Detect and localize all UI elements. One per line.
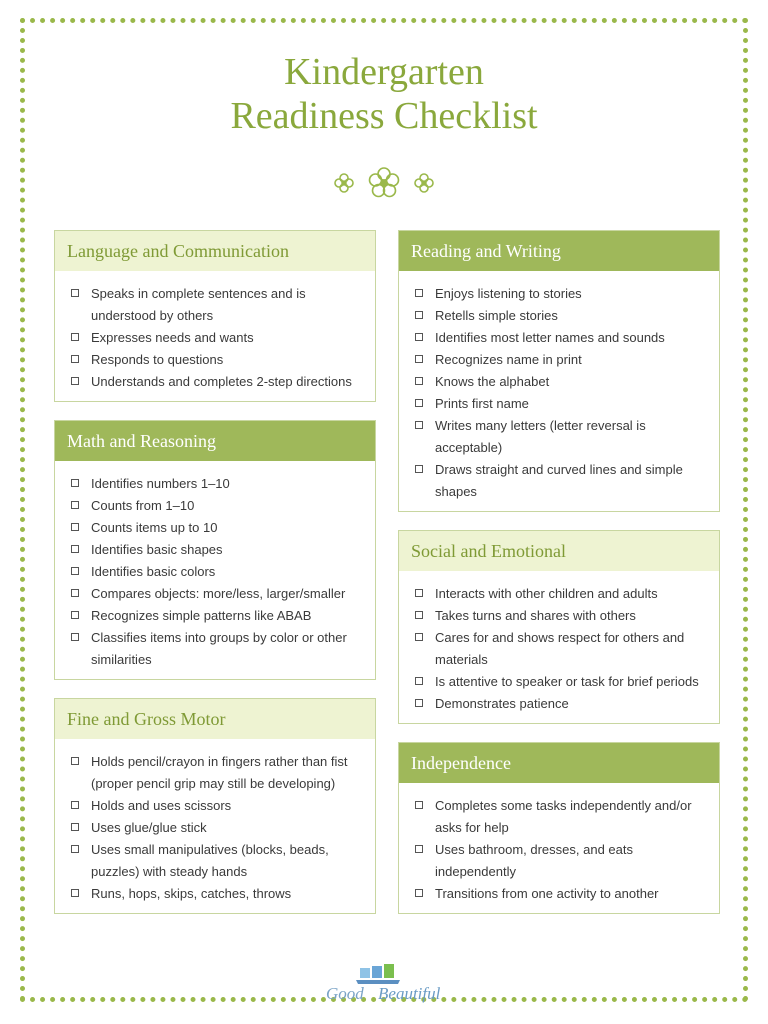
left-column [54,230,376,930]
checkbox-icon[interactable] [71,355,79,363]
checklist-item-label: Compares objects: more/less, larger/smaller [91,586,346,601]
checklist-item [413,795,709,839]
checklist-item-label: Knows the alphabet [435,374,550,389]
checkbox-icon[interactable] [415,465,423,473]
section-independence [398,742,720,914]
checklist-item [413,415,709,459]
checklist-item-label: Identifies basic shapes [91,542,223,557]
checklist [399,571,719,723]
checklist-item [69,795,365,817]
checklist [55,461,375,679]
checklist-item-label: Identifies numbers 1–10 [91,476,230,491]
checkbox-icon[interactable] [415,311,423,319]
section-reading-writing [398,230,720,512]
checklist-item [69,517,365,539]
section-math-reasoning [54,420,376,680]
checklist [399,271,719,511]
checkbox-icon[interactable] [415,289,423,297]
checklist-item [69,817,365,839]
checkbox-icon[interactable] [415,889,423,897]
section-social-emotional [398,530,720,724]
section-fine-gross-motor [54,698,376,914]
checklist-item [413,327,709,349]
checklist-item [413,349,709,371]
checklist-item [69,883,365,905]
checklist-item [413,393,709,415]
checklist-item-label: Writes many letters (letter reversal is acceptable) [435,418,646,455]
checklist-item [413,459,709,503]
checkbox-icon[interactable] [71,633,79,641]
checkbox-icon[interactable] [71,523,79,531]
checklist-item-label: Demonstrates patience [435,696,569,711]
checkbox-icon[interactable] [415,845,423,853]
checklist-item-label: Interacts with other children and adults [435,586,658,601]
checklist [55,739,375,913]
checklist-item-label: Cares for and shows respect for others and materials [435,630,685,667]
checklist-item-label: Responds to questions [91,352,224,367]
checkbox-icon[interactable] [71,567,79,575]
checkbox-icon[interactable] [71,823,79,831]
checklist-item [413,883,709,905]
checklist-item-label: Enjoys listening to stories [435,286,582,301]
checklist-item-label: Counts items up to 10 [91,520,218,535]
checkbox-icon[interactable] [71,845,79,853]
checkbox-icon[interactable] [415,399,423,407]
checkbox-icon[interactable] [415,355,423,363]
checkbox-icon[interactable] [71,757,79,765]
checklist-item [69,751,365,795]
checklist-item-label: Identifies most letter names and sounds [435,330,665,345]
checkbox-icon[interactable] [415,611,423,619]
section-language-communication [54,230,376,402]
checklist-item-label: Classifies items into groups by color or other similarities [91,630,347,667]
checklist-item [413,283,709,305]
right-column [398,230,720,930]
checklist-item [413,305,709,327]
checklist-item [69,583,365,605]
checklist-item-label: Counts from 1–10 [91,498,195,513]
section-heading: Math and Reasoning [55,421,375,461]
checklist-item-label: Expresses needs and wants [91,330,254,345]
checklist-item-label: Retells simple stories [435,308,558,323]
checkbox-icon[interactable] [71,545,79,553]
logo-beautiful: Beautiful [378,984,441,1003]
checklist-item-label: Is attentive to speaker or task for brief periods [435,674,699,689]
checkbox-icon[interactable] [415,589,423,597]
checkbox-icon[interactable] [71,611,79,619]
page-title [0,50,768,138]
checklist-item-label: Understands and completes 2-step directions [91,374,352,389]
section-heading: Independence [399,743,719,783]
checklist-item-label: Uses bathroom, dresses, and eats independently [435,842,633,879]
checklist-item-label: Uses small manipulatives (blocks, beads, puzzles) with steady hands [91,842,329,879]
checklist [55,271,375,401]
section-heading: Fine and Gross Motor [55,699,375,739]
checkbox-icon[interactable] [415,677,423,685]
checklist-item-label: Holds and uses scissors [91,798,232,813]
checklist-item [69,327,365,349]
logo-wordmark [326,984,440,1004]
checklist-item [413,693,709,715]
checklist-item [69,349,365,371]
checklist-item-label: Recognizes name in print [435,352,582,367]
checklist-item-label: Uses glue/glue stick [91,820,207,835]
checklist-item-label: Runs, hops, skips, catches, throws [91,886,292,901]
checkbox-icon[interactable] [71,801,79,809]
checklist-item-label: Holds pencil/crayon in fingers rather than fist (proper pencil grip may still be developing) [91,754,348,791]
checklist-item [413,671,709,693]
checklist-item [69,473,365,495]
checklist-item [413,371,709,393]
checkbox-icon[interactable] [71,377,79,385]
checklist-item [69,627,365,671]
checklist-item-label: Speaks in complete sentences and is understood by others [91,286,306,323]
checklist-item [69,283,365,327]
checklist-item [69,605,365,627]
checkbox-icon[interactable] [71,589,79,597]
checklist-item [69,839,365,883]
checkbox-icon[interactable] [71,333,79,341]
checklist-item [69,539,365,561]
checklist-item [413,839,709,883]
logo-good: Good [326,984,364,1003]
checkbox-icon[interactable] [415,377,423,385]
flower-ornament-icon [326,164,442,202]
checklist-item [69,561,365,583]
section-heading: Reading and Writing [399,231,719,271]
checkbox-icon[interactable] [71,289,79,297]
checklist-item [69,371,365,393]
title-line-1: Kindergarten [284,51,484,93]
checklist-item-label: Completes some tasks independently and/or asks for help [435,798,692,835]
checkbox-icon[interactable] [415,699,423,707]
checklist-item-label: Prints first name [435,396,529,411]
title-line-2: Readiness Checklist [230,95,538,137]
checklist-item-label: Draws straight and curved lines and simple shapes [435,462,683,499]
checkbox-icon[interactable] [415,333,423,341]
checkbox-icon[interactable] [71,889,79,897]
checkbox-icon[interactable] [415,633,423,641]
checklist-item [413,605,709,627]
section-heading: Social and Emotional [399,531,719,571]
checkbox-icon[interactable] [415,801,423,809]
checklist-item-label: Identifies basic colors [91,564,216,579]
checkbox-icon[interactable] [71,501,79,509]
checkbox-icon[interactable] [71,479,79,487]
section-heading: Language and Communication [55,231,375,271]
checklist-item-label: Recognizes simple patterns like ABAB [91,608,312,623]
checklist-item [69,495,365,517]
checklist-item-label: Takes turns and shares with others [435,608,636,623]
checklist-item [413,583,709,605]
checklist-item [413,627,709,671]
checklist-item-label: Transitions from one activity to another [435,886,659,901]
checklist [399,783,719,913]
checkbox-icon[interactable] [415,421,423,429]
